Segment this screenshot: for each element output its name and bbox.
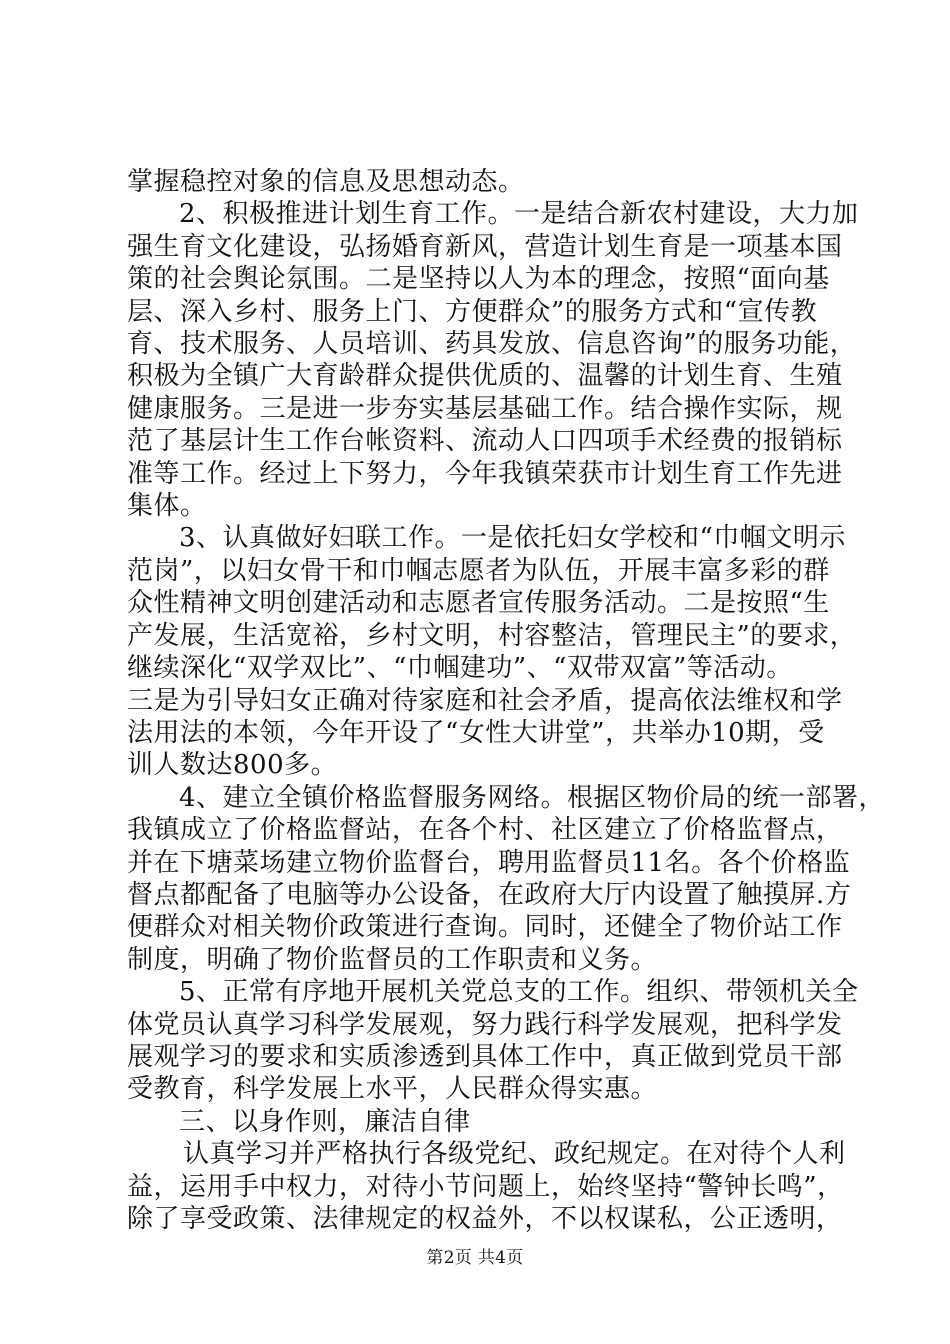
text-line: 继续深化“双学双比”、“巾帼建功”、“双带双富”等活动。: [127, 653, 793, 684]
text-line: 策的社会舆论氛围。二是坚持以人为本的理念，按照“面向基: [127, 264, 830, 295]
text-line: 健康服务。三是进一步夯实基层基础工作。结合操作实际，规: [127, 393, 843, 424]
text-line: 制度，明确了物价监督员的工作职责和义务。: [127, 944, 658, 975]
text-line: 强生育文化建设，弘扬婚育新风，营造计划生育是一项基本国: [127, 231, 843, 262]
page-footer: [0, 1243, 950, 1268]
paragraph-heading-line: 2、积极推进计划生育工作。一是结合新农村建设，大力加: [179, 199, 859, 230]
text-line: 我镇成立了价格监督站，在各个村、社区建立了价格监督点，: [127, 815, 843, 846]
paragraph-heading-line: 认真学习并严格执行各级党纪、政纪规定。在对待个人利: [183, 1139, 846, 1170]
text-line: 众性精神文明创建活动和志愿者宣传服务活动。二是按照“生: [127, 588, 830, 619]
page-number: 第2页 共4页: [426, 1248, 524, 1268]
text-line: 展观学习的要求和实质渗透到具体工作中，真正做到党员干部: [127, 1041, 843, 1072]
text-line: 集体。: [127, 491, 207, 522]
text-line: 掌握稳控对象的信息及思想动态。: [127, 167, 525, 197]
text-line: 督点都配备了电脑等办公设备，在政府大厅内设置了触摸屏.方: [127, 879, 852, 910]
text-line: 益，运用手中权力，对待小节问题上，始终坚持“警钟长鸣”，: [127, 1171, 844, 1202]
paragraph-heading-line: 3、认真做好妇联工作。一是依托妇女学校和“巾帼文明示: [179, 523, 846, 554]
text-line: 法用法的本领，今年开设了“女性大讲堂”，共举办10期，受: [127, 717, 825, 748]
paragraph-heading-line: 4、建立全镇价格监督服务网络。根据区物价局的统一部署，: [179, 782, 886, 813]
text-line: 体党员认真学习科学发展观，努力践行科学发展观，把科学发: [127, 1009, 843, 1040]
document-body: [127, 166, 886, 1235]
text-line: 训人数达800多。: [127, 750, 338, 781]
text-line: 育、技术服务、人员培训、药具发放、信息咨询”的服务功能，: [127, 329, 857, 360]
section-heading: 三、以身作则，廉洁自律: [179, 1106, 471, 1137]
text-line: 产发展，生活宽裕，乡村文明，村容整洁，管理民主”的要求，: [127, 620, 857, 651]
text-line: 准等工作。经过上下努力，今年我镇荣获市计划生育工作先进: [127, 458, 843, 489]
text-line: 并在下塘菜场建立物价监督台，聘用监督员11名。各个价格监: [127, 847, 851, 878]
text-line: 受教育，科学发展上水平，人民群众得实惠。: [127, 1074, 658, 1105]
text-line: 除了享受政策、法律规定的权益外，不以权谋私，公正透明，: [127, 1204, 843, 1234]
paragraph-heading-line: 5、正常有序地开展机关党总支的工作。组织、带领机关全: [179, 977, 859, 1008]
text-line: 便群众对相关物价政策进行查询。同时，还健全了物价站工作: [127, 912, 843, 943]
text-line: 层、深入乡村、服务上门、方便群众”的服务方式和“宣传教: [127, 296, 818, 327]
text-line: 积极为全镇广大育龄群众提供优质的、温馨的计划生育、生殖: [127, 361, 843, 392]
text-line: 三是为引导妇女正确对待家庭和社会矛盾，提高依法维权和学: [127, 685, 843, 716]
text-line: 范了基层计生工作台帐资料、流动人口四项手术经费的报销标: [127, 426, 843, 457]
text-line: 范岗”，以妇女骨干和巾帼志愿者为队伍，开展丰富多彩的群: [127, 555, 830, 586]
